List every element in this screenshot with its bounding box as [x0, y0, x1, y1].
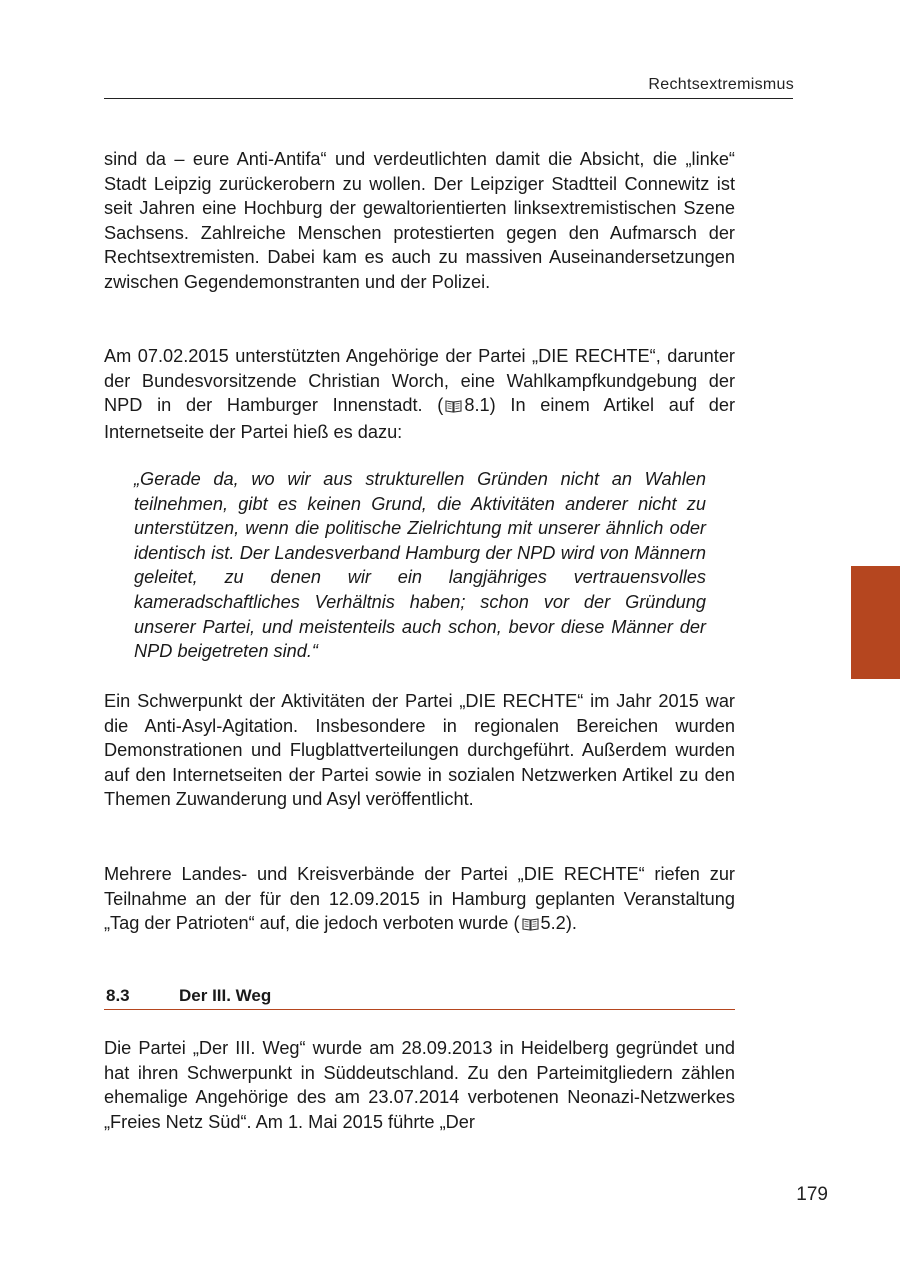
section-title: Der III. Weg: [179, 986, 272, 1005]
paragraph: sind da – eure Anti-Antifa“ und verdeutlichten damit die Absicht, die „linke“ Stadt Leipzig zurückerobern zu wollen. Der Leipziger Stadtteil Connewitz ist seit Jahren eine Hochburg der gewaltorientierten linksextremistischen Szene Sachsens. Zahlreiche Menschen protestierten gegen den Aufmarsch der Rechtsextremisten. Dabei kam es auch zu massiven Auseinandersetzungen zwischen Gegendemonstranten und der Polizei.: [104, 149, 735, 292]
chapter-tab-marker: [851, 566, 900, 679]
paragraph-text: Am 07.02.2015 unterstützten Angehörige der Partei „DIE RECHTE“, darunter der Bundesvorsitzende Christian Worch, eine Wahlkampfkundgebung der NPD in der Hamburger Innenstadt. (: [104, 346, 735, 416]
book-icon: [522, 913, 539, 938]
paragraph: Ein Schwerpunkt der Aktivitäten der Partei „DIE RECHTE“ im Jahr 2015 war die Anti-Asyl-Agitation. Insbesondere in regionalen Bereichen wurden Demonstrationen und Flugblattverteilungen durchgeführt. Außerdem wurden auf den Internetseiten der Partei sowie in sozialen Netzwerken Artikel zu den Themen Zuwanderung und Asyl veröffentlicht.: [104, 691, 735, 810]
book-icon: [445, 395, 462, 420]
section-number: 8.3: [106, 986, 130, 1005]
paragraph-text: ).: [565, 913, 577, 934]
header-divider: [104, 98, 793, 99]
block-quote: „Gerade da, wo wir aus strukturellen Gründen nicht an Wahlen teilnehmen, gibt es keinen Grund, die Aktivitäten anderer nicht zu unterstützen, wenn die politische Zielrichtung mit unserer ähnlich oder identisch ist. Der Landesverband Hamburg der NPD wird von Männern geleitet, zu denen wir ein langjähriges vertrauensvolles kameradschaftliches Verhältnis haben; schon vor der Gründung unserer Partei, und meistenteils auch schon, bevor diese Männer der NPD beigetreten sind.“: [134, 469, 706, 662]
page-number: 179: [796, 1184, 828, 1205]
cross-reference[interactable]: 8.1: [464, 395, 490, 416]
paragraph-text: ) In einem Artikel auf der Internetseite der Partei hieß es dazu:: [104, 395, 735, 442]
cross-reference[interactable]: 5.2: [540, 913, 566, 934]
paragraph-text: Mehrere Landes- und Kreisverbände der Partei „DIE RECHTE“ riefen zur Teilnahme an der für den 12.09.2015 in Hamburg geplanten Veranstaltung „Tag der Patrioten“ auf, die jedoch verboten wurde (: [104, 864, 735, 934]
paragraph: [104, 862, 735, 938]
paragraph: [104, 344, 735, 444]
running-header-title: Rechtsextremismus: [648, 76, 794, 93]
section-heading: [104, 985, 735, 1010]
paragraph: Die Partei „Der III. Weg“ wurde am 28.09.2013 in Heidelberg gegründet und hat ihren Schwerpunkt in Süddeutschland. Zu den Parteimitgliedern zählen ehemalige Angehörige des am 23.07.2014 verbotenen Neonazi-Netzwerkes „Freies Netz Süd“. Am 1. Mai 2015 führte „Der: [104, 1038, 735, 1132]
